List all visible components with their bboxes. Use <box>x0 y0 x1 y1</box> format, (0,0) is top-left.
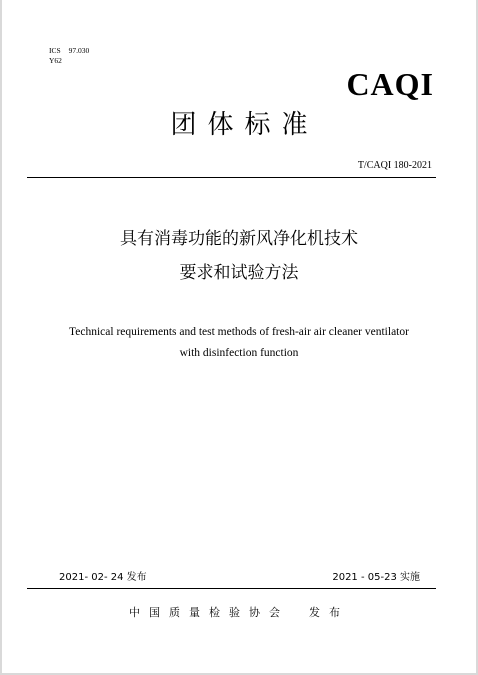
title-chinese <box>0 222 478 290</box>
footer-divider <box>27 588 436 589</box>
title-chinese-line-1: 具有消毒功能的新风净化机技术 <box>120 229 358 249</box>
title-english <box>0 322 478 364</box>
ccs-code: Y62 <box>49 56 62 65</box>
publish-date: 2021- 02- 24 发布 <box>59 572 147 583</box>
standard-number: T/CAQI 180-2021 <box>357 160 432 171</box>
title-chinese-line-2: 要求和试验方法 <box>179 263 299 283</box>
standard-type-heading: 团体标准 <box>170 110 319 140</box>
classification-codes <box>49 46 89 66</box>
ics-label: ICS <box>49 46 61 55</box>
caqi-logo: CAQI <box>346 66 434 102</box>
publish-action: 发布 <box>309 606 349 619</box>
publisher-name: 中国质量检验协会 <box>129 606 289 619</box>
ics-code: 97.030 <box>68 46 90 55</box>
header-divider <box>27 177 436 178</box>
implementation-date: 2021 - 05-23 实施 <box>332 572 420 583</box>
ics-row <box>49 46 89 56</box>
title-english-line-2: with disinfection function <box>179 347 299 359</box>
title-english-line-1: Technical requirements and test methods of fresh-air air cleaner ventilator <box>69 326 409 338</box>
publisher-line <box>0 604 478 620</box>
